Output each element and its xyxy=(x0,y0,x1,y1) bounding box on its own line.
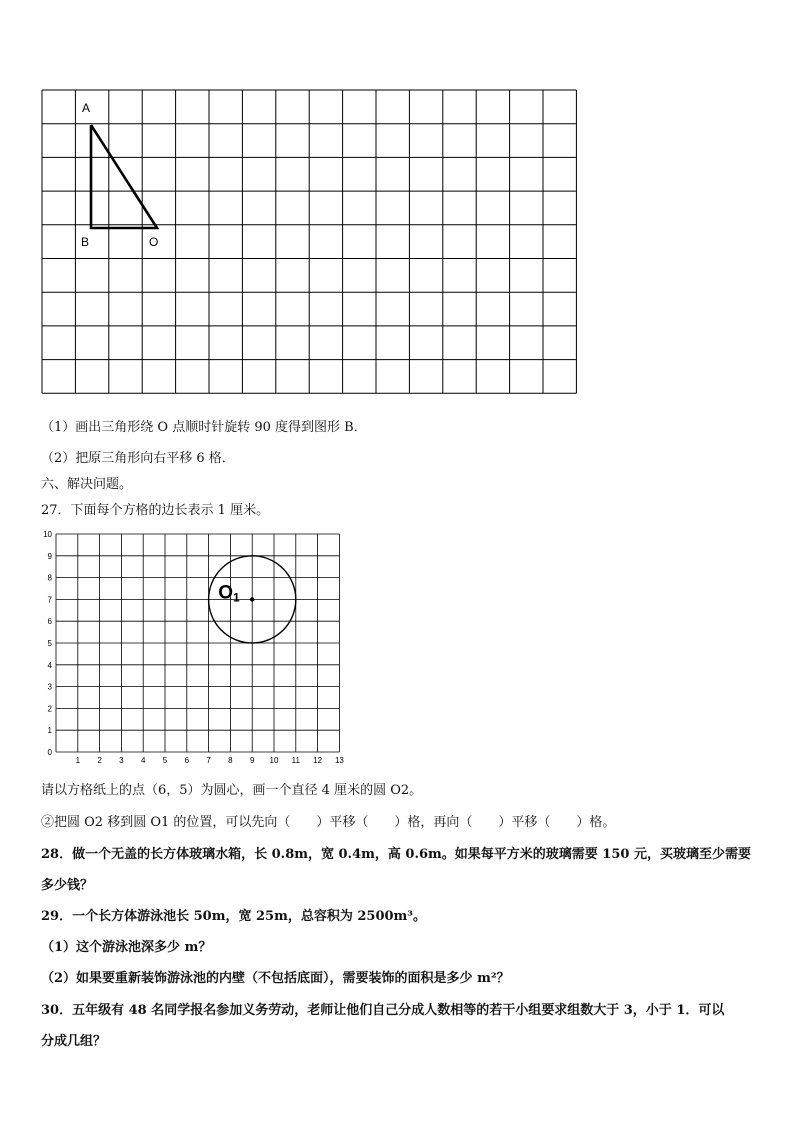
q27-stem: 27．下面每个方格的边长表示 1 厘米。 xyxy=(41,503,270,518)
q30-line2: 分成几组？ xyxy=(41,1034,107,1049)
x-tick-label: 11 xyxy=(291,756,300,765)
x-tick-label: 7 xyxy=(206,756,211,765)
y-tick-label: 3 xyxy=(47,682,52,692)
x-tick-label: 12 xyxy=(313,756,323,765)
y-tick-label: 1 xyxy=(47,726,52,736)
y-tick-label: 10 xyxy=(43,530,52,539)
y-tick-label: 4 xyxy=(47,660,52,670)
x-tick-label: 2 xyxy=(97,756,102,765)
x-tick-label: 8 xyxy=(228,756,233,765)
triangle-grid-figure xyxy=(0,0,794,400)
x-tick-label: 4 xyxy=(140,756,146,765)
coordinate-tick-labels xyxy=(43,530,344,765)
q27-sub1: 请以方格纸上的点（6，5）为圆心，画一个直径 4 厘米的圆 O2。 xyxy=(41,783,423,798)
y-tick-label: 2 xyxy=(47,704,52,714)
x-tick-label: 1 xyxy=(75,756,81,765)
section-6-heading: 六、解决问题。 xyxy=(41,477,133,492)
x-tick-label: 3 xyxy=(119,756,124,765)
q29-item2: （2）如果要重新装饰游泳池的内壁（不包括底面），需要装饰的面积是多少 m²？ xyxy=(41,971,510,986)
triangle-grid-lines xyxy=(42,90,576,393)
q29-stem: 29．一个长方体游泳池长 50m，宽 25m，总容积为 2500m³。 xyxy=(41,909,426,924)
circle-o1-label: O1 xyxy=(218,582,240,605)
triangle-abo xyxy=(91,125,157,228)
q27-sub2: ②把圆 O2 移到圆 O1 的位置，可以先向（ ）平移（ ）格，再向（ ）平移（ ）格。 xyxy=(41,815,616,830)
y-tick-label: 0 xyxy=(47,748,52,757)
q26-item2: （2）把原三角形向右平移 6 格． xyxy=(41,451,235,466)
y-tick-label: 9 xyxy=(47,551,52,561)
vertex-b-label: B xyxy=(81,235,90,249)
circle-o1-center-dot xyxy=(250,597,254,601)
y-tick-label: 5 xyxy=(47,639,52,648)
x-tick-label: 5 xyxy=(162,756,168,765)
vertex-o-label: O xyxy=(149,235,159,249)
vertex-a-label: A xyxy=(82,101,91,115)
x-tick-label: 6 xyxy=(184,756,190,765)
q26-item1: （1）画出三角形绕 O 点顺时针旋转 90 度得到图形 B． xyxy=(41,420,367,435)
q28-line1: 28．做一个无盖的长方体玻璃水箱，长 0.8m，宽 0.4m，高 0.6m。如果每平方米的玻璃需要 150 元，买玻璃至少需要 xyxy=(41,847,751,862)
q30-line1: 30．五年级有 48 名同学报名参加义务劳动，老师让他们自己分成人数相等的若干小组要求组数大于 3，小于 1．可以 xyxy=(41,1003,725,1018)
x-tick-label: 9 xyxy=(249,756,255,765)
y-tick-label: 6 xyxy=(47,617,52,627)
x-tick-label: 13 xyxy=(334,756,344,765)
q28-line2: 多少钱？ xyxy=(41,878,94,893)
q29-item1: （1）这个游泳池深多少 m？ xyxy=(41,940,212,955)
y-tick-label: 8 xyxy=(47,573,52,583)
y-tick-label: 7 xyxy=(47,595,52,605)
coordinate-grid-figure xyxy=(0,525,360,770)
coordinate-grid-lines xyxy=(56,534,339,752)
x-tick-label: 10 xyxy=(269,756,279,765)
